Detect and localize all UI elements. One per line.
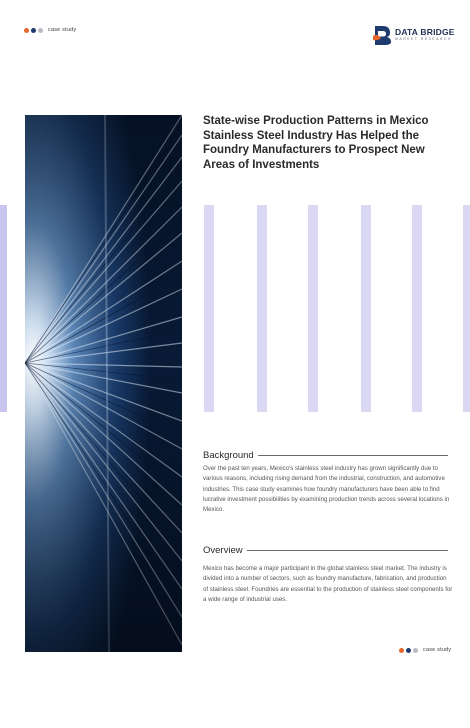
decorative-stripe <box>361 205 371 412</box>
logo-name: DATA BRIDGE <box>395 27 455 38</box>
navy-dot-icon <box>406 648 411 653</box>
side-accent-bar <box>0 205 7 412</box>
heading-divider <box>258 455 448 456</box>
gray-dot-icon <box>38 28 43 33</box>
overview-heading-label: Overview <box>203 545 243 556</box>
gray-dot-icon <box>413 648 418 653</box>
case-study-label: case study <box>423 647 452 653</box>
logo-mark-icon <box>372 24 392 46</box>
overview-text: Mexico has become a major participant in the global stainless steel market. The industry is divided into a number of sectors, such as foundry manufacture, fabrication, and production of stainless steel. Foundries are essential to the production of stainless steel components for a wide range of industrial uses. <box>203 565 453 603</box>
background-heading-label: Background <box>203 450 254 461</box>
orange-dot-icon <box>399 648 404 653</box>
decorative-stripe <box>463 205 470 412</box>
case-study-tag-top <box>24 27 76 33</box>
steel-shutter-illustration <box>25 115 182 652</box>
navy-dot-icon <box>31 28 36 33</box>
decorative-stripe <box>204 205 214 412</box>
data-bridge-logo <box>372 24 455 46</box>
background-text: Over the past ten years, Mexico's stainless steel industry has grown significantly due to various reasons, including rising demand from the industrial, construction, and automotive industries. This case study examines how foundry manufacturers have been able to find lucrative investment possibilities by examining production trends across several locations in Mexico. <box>203 465 450 514</box>
overview-heading <box>203 545 448 556</box>
logo-subtitle: MARKET RESEARCH <box>395 36 452 41</box>
case-study-tag-bottom <box>399 647 451 653</box>
heading-divider <box>247 550 448 551</box>
hero-image <box>25 115 182 652</box>
orange-dot-icon <box>24 28 29 33</box>
background-heading <box>203 450 448 461</box>
page-title: State-wise Production Patterns in Mexico Stainless Steel Industry Has Helped the Foundry Manufacturers to Prospect New Areas of Investments <box>203 115 429 171</box>
decorative-stripe <box>412 205 422 412</box>
decorative-stripe <box>308 205 318 412</box>
decorative-stripe <box>257 205 267 412</box>
case-study-label: case study <box>48 27 77 33</box>
